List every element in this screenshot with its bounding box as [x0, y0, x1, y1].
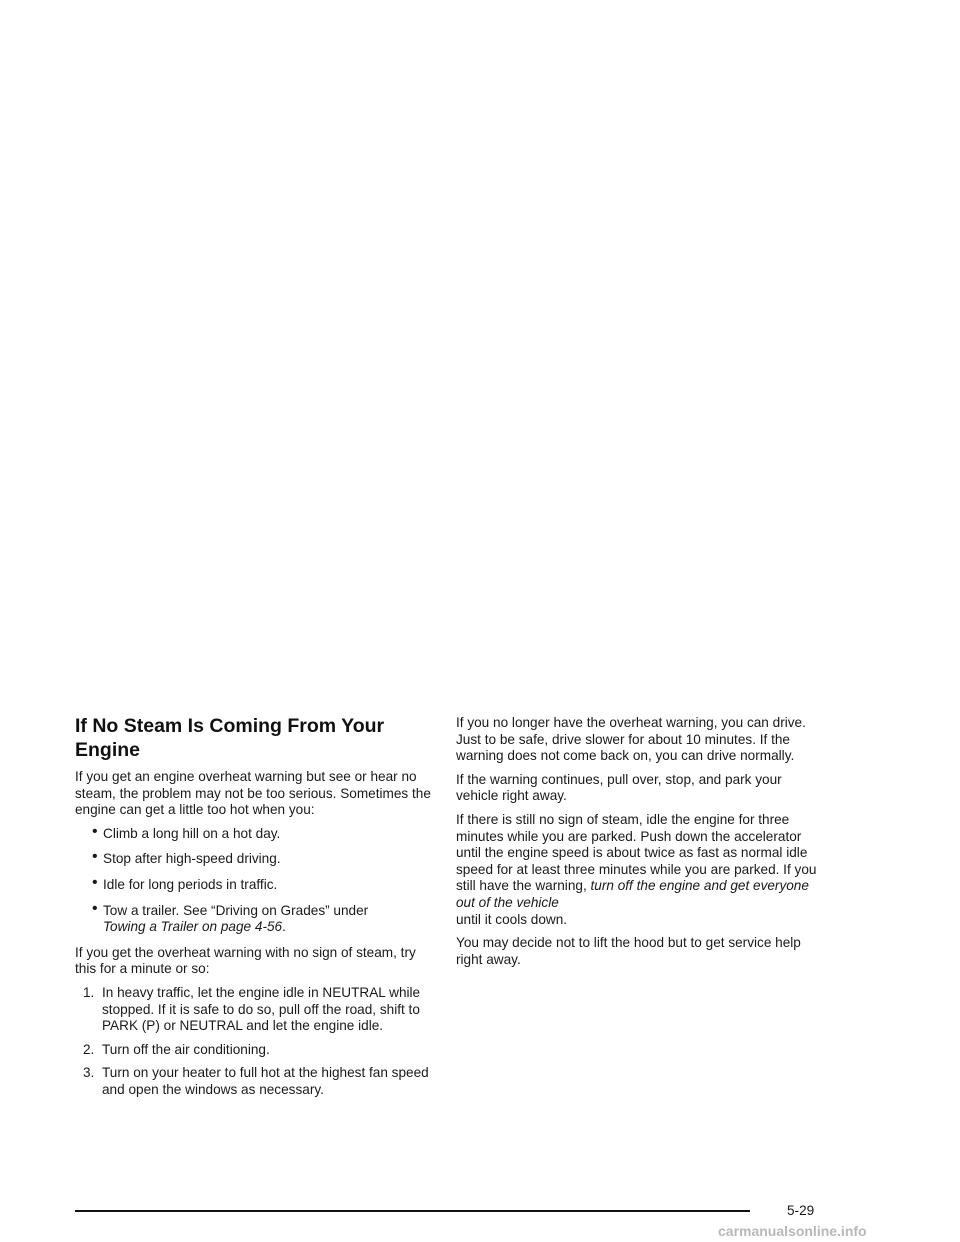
footer-rule	[75, 1210, 750, 1212]
paragraph: If there is still no sign of steam, idle the engine for three minutes while you are parked. Push down the accelerator until the engine speed is about twice as fast as normal idle speed for at least three minutes while you are parked. If you still have the warning, turn off the engine and get everyone out of the vehicle until it cools down.	[456, 811, 817, 927]
left-column	[75, 715, 437, 1106]
step-item: 1. In heavy traffic, let the engine idle in NEUTRAL while stopped. If it is safe to do so, pull off the road, shift to PARK (P) or NEUTRAL and let the engine idle.	[83, 984, 421, 1034]
list-item: • Tow a trailer. See “Driving on Grades” under Towing a Trailer on page 4-56.	[92, 899, 369, 935]
list-item: • Stop after high-speed driving.	[92, 848, 281, 867]
page-number: 5-29	[787, 1203, 815, 1218]
step-number: 2.	[83, 1041, 95, 1057]
conditions-list	[75, 822, 437, 936]
step-item: 3. Turn on your heater to full hot at the highest fan speed and open the windows as necessary.	[83, 1065, 429, 1097]
bullet-icon: •	[92, 822, 98, 840]
watermark: carmanualsonline.info	[718, 1223, 867, 1239]
cross-reference-link[interactable]: Towing a Trailer on page 4-56	[103, 919, 283, 935]
bullet-icon: •	[92, 873, 98, 891]
step-number: 3.	[83, 1065, 95, 1081]
bullet-icon: •	[92, 899, 98, 917]
instructions-intro: If you get the overheat warning with no sign of steam, try this for a minute or so:	[75, 944, 416, 977]
steps-list	[75, 985, 437, 1099]
step-item: 2. Turn off the air conditioning.	[83, 1041, 270, 1057]
step-number: 1.	[83, 984, 95, 1000]
section-title: If No Steam Is Coming From Your Engine	[75, 715, 385, 761]
paragraph: If you no longer have the overheat warning, you can drive. Just to be safe, drive slower for about 10 minutes. If the warning does not come back on, you can drive normally.	[456, 715, 806, 764]
list-item: • Idle for long periods in traffic.	[92, 873, 278, 892]
right-column	[456, 715, 826, 975]
emphasis-text: turn off the engine and get everyone out of the vehicle	[456, 878, 809, 910]
paragraph: If the warning continues, pull over, stop, and park your vehicle right away.	[456, 771, 782, 804]
intro-paragraph: If you get an engine overheat warning but see or hear no steam, the problem may not be too serious. Sometimes the engine can get a little too hot when you:	[75, 769, 431, 818]
bullet-icon: •	[92, 848, 98, 866]
paragraph: You may decide not to lift the hood but to get service help right away.	[456, 935, 801, 967]
list-item: • Climb a long hill on a hot day.	[92, 822, 281, 841]
